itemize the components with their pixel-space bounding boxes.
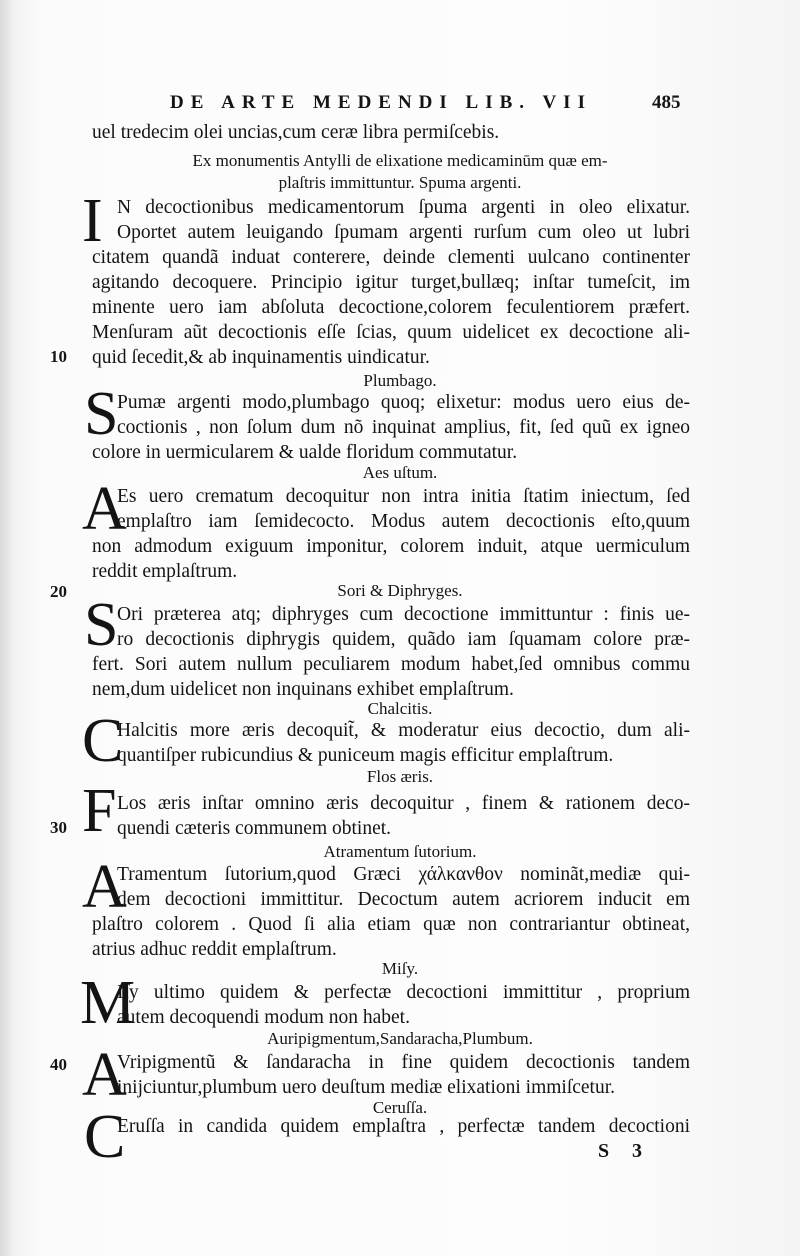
intro-line: uel tredecim olei uncias,cum ceræ libra permiſcebis.	[92, 122, 500, 143]
subheading-atramentum: Atramentum ſutorium.	[323, 842, 477, 861]
drop-cap: S	[84, 380, 119, 448]
drop-cap: C	[82, 707, 124, 775]
text-line: Los æris inſtar omnino æris decoquitur , finem & rationem deco-	[117, 793, 690, 814]
text-line: Ori præterea atq; diphryges cum decoctione immittuntur : finis ue-	[117, 604, 690, 625]
line-number: 40	[50, 1055, 67, 1074]
text-line: non admodum exiguum imponitur, colorem induit, atque uermiculum	[92, 536, 690, 557]
subheading-plumbago: Plumbago.	[363, 371, 437, 390]
text-line: quendi cæteris communem obtinet.	[117, 818, 392, 839]
text-line: Halcitis more æris decoquit̃, & moderatur eius decoctio, dum ali-	[117, 720, 690, 741]
line-number: 30	[50, 818, 67, 837]
subheading-aes-ustum: Aes uſtum.	[362, 463, 438, 482]
text-line: agitando decoquere. Principio igitur turget,bullæq; inſtar tumeſcit, im	[92, 272, 690, 293]
text-line: Oportet autem leuigando ſpumam argenti rurſum cum oleo ut lubri	[117, 222, 690, 243]
text-line: Vripigmentũ & ſandaracha in fine quidem decoctionis tandem	[117, 1052, 690, 1073]
text-line: emplaſtro iam ſemidecocto. Modus autem decoctionis eſto,quum	[117, 511, 690, 532]
subheading-auripigmentum: Auripigmentum,Sandaracha,Plumbum.	[267, 1029, 533, 1048]
drop-cap: A	[82, 1041, 127, 1109]
section-title-line-1: Ex monumentis Antylli de elixatione medicaminūm quæ em-	[192, 151, 608, 170]
page-number: 485	[652, 92, 681, 113]
section-title-line-2: plaſtris immittuntur. Spuma argenti.	[278, 173, 522, 192]
text-line: Iſy ultimo quidem & perfectæ decoctioni immittitur , proprium	[117, 982, 690, 1003]
text-line: ro decoctionis diphrygis quidem, quãdo iam ſquamam colore præ-	[117, 629, 690, 650]
text-line: dem decoctioni immittitur. Decoctum autem acriorem inducit em	[117, 889, 690, 910]
subheading-sori: Sori & Diphryges.	[337, 581, 463, 600]
text-line: Menſuram aũt decoctionis eſſe ſcias, quum uidelicet ex decoctione ali-	[92, 322, 690, 343]
text-line: Pumæ argenti modo,plumbago quoq; elixetur: modus uero eius de-	[117, 392, 690, 413]
text-line: fert. Sori autem nullum peculiarem modum habet,ſed omnibus commu	[92, 654, 690, 675]
line-number: 10	[50, 347, 67, 366]
subheading-flos-aeris: Flos æris.	[366, 767, 434, 786]
text-line: plaſtro colorem . Quod ſi alia etiam quæ non contrariantur obtineat,	[92, 914, 690, 935]
drop-cap: S	[84, 591, 119, 659]
text-line: colore in uermicularem & ualde floridum commutatur.	[92, 442, 518, 463]
drop-cap: I	[82, 187, 103, 255]
text-line: inijciuntur,plumbum uero deuſtum mediæ elixationi immiſcetur.	[117, 1077, 616, 1098]
drop-cap: F	[82, 777, 117, 845]
text-line: Es uero crematum decoquitur non intra initia ſtatim iniectum, ſed	[117, 486, 690, 507]
text-line: coctionis , non ſolum dum nõ inquinat amplius, fit, ſed quũ ex igneo	[117, 417, 690, 438]
text-line: reddit emplaſtrum.	[92, 561, 238, 582]
drop-cap: M	[80, 969, 136, 1037]
drop-cap: A	[82, 853, 127, 921]
drop-cap: A	[82, 475, 127, 543]
text-line: Tramentum ſutorium,quod Græci χάλκανθον nominãt,mediæ qui-	[117, 864, 690, 885]
running-title: DE ARTE MEDENDI LIB. VII	[170, 92, 592, 113]
text-line: minente uero iam abſoluta decoctione,colorem feculentiorem præfert.	[92, 297, 690, 318]
text-line: quid ſecedit,& ab inquinamentis uindicatur.	[92, 347, 430, 368]
text-line: citatem quandã induat conterere, deinde clementi uulcano continenter	[92, 247, 690, 268]
drop-cap: C	[84, 1103, 126, 1171]
subheading-misy: Miſy.	[381, 959, 419, 978]
subheading-cerussa: Ceruſſa.	[372, 1098, 428, 1117]
text-line: Eruſſa in candida quidem emplaſtra , perfectæ tandem decoctioni	[117, 1116, 690, 1137]
text-line: autem decoquendi modum non habet.	[117, 1007, 410, 1028]
signature-mark: S	[598, 1140, 610, 1162]
line-number: 20	[50, 582, 67, 601]
text-line: N decoctionibus medicamentorum ſpuma argenti in oleo elixatur.	[117, 197, 690, 218]
subheading-chalcitis: Chalcitis.	[367, 699, 433, 718]
text-line: atrius adhuc reddit emplaſtrum.	[92, 939, 337, 960]
text-line: quantiſper rubicundius & puniceum magis efficitur emplaſtrum.	[117, 745, 614, 766]
text-line: nem,dum uidelicet non inquinans exhibet emplaſtrum.	[92, 679, 514, 700]
signature-number: 3	[632, 1140, 642, 1162]
